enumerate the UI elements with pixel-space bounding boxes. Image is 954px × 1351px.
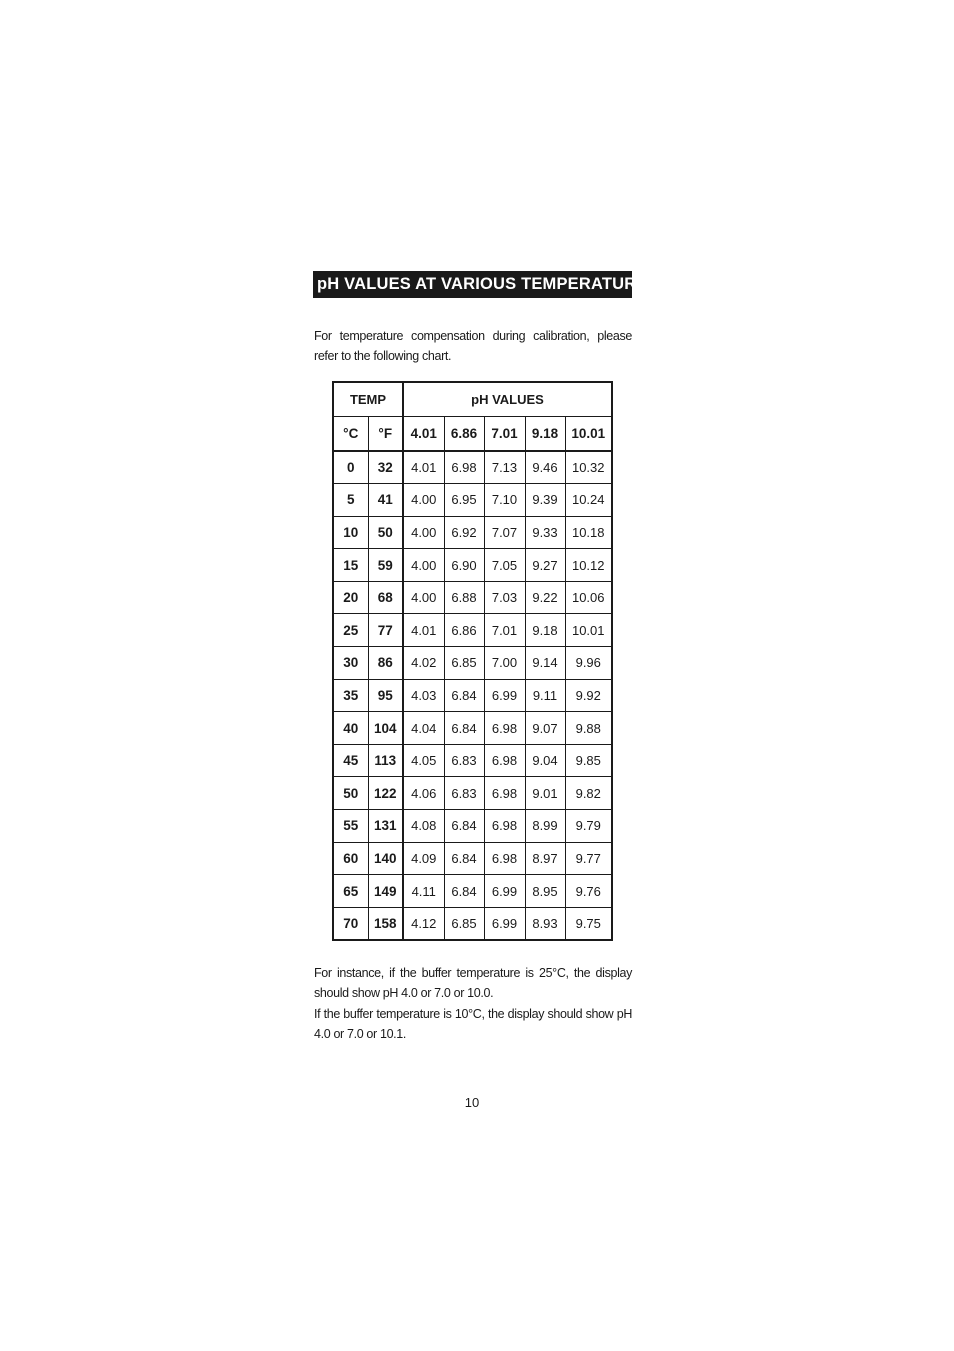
intro-paragraph: For temperature compensation during calibration, please refer to the following chart. <box>314 329 632 363</box>
ph-value-cell: 4.09 <box>403 842 444 875</box>
ph-value-cell: 9.77 <box>565 842 612 875</box>
ph-value-cell: 4.02 <box>403 647 444 680</box>
ph-value-cell: 10.24 <box>565 484 612 517</box>
temp-celsius-cell: 35 <box>333 679 368 712</box>
table-row <box>333 679 612 712</box>
ph-value-cell: 6.99 <box>484 907 525 940</box>
ph-value-cell: 4.03 <box>403 679 444 712</box>
temp-fahrenheit-cell: 158 <box>368 907 403 940</box>
ph-value-cell: 6.88 <box>444 581 484 614</box>
ph-value-cell: 4.00 <box>403 549 444 582</box>
ph-value-cell: 8.93 <box>525 907 565 940</box>
ph-value-cell: 7.10 <box>484 484 525 517</box>
temp-fahrenheit-cell: 113 <box>368 744 403 777</box>
ph-value-cell: 9.27 <box>525 549 565 582</box>
table-row <box>333 712 612 745</box>
temp-celsius-cell: 50 <box>333 777 368 810</box>
temp-celsius-cell: 25 <box>333 614 368 647</box>
ph-value-cell: 7.01 <box>484 614 525 647</box>
ph-values-header: pH VALUES <box>403 382 612 416</box>
ph-value-cell: 6.95 <box>444 484 484 517</box>
temp-header: TEMP <box>333 382 403 416</box>
ph-value-cell: 6.98 <box>484 810 525 843</box>
temp-fahrenheit-cell: 149 <box>368 875 403 908</box>
temp-fahrenheit-cell: 122 <box>368 777 403 810</box>
ph-value-cell: 6.98 <box>484 777 525 810</box>
ph-value-cell: 4.00 <box>403 581 444 614</box>
ph-value-cell: 10.01 <box>565 614 612 647</box>
ph-value-cell: 6.84 <box>444 712 484 745</box>
ph-value-cell: 6.85 <box>444 647 484 680</box>
ph-value-cell: 6.86 <box>444 614 484 647</box>
table-row <box>333 549 612 582</box>
temp-fahrenheit-cell: 68 <box>368 581 403 614</box>
temp-fahrenheit-cell: 140 <box>368 842 403 875</box>
ph-value-cell: 6.85 <box>444 907 484 940</box>
celsius-header: °C <box>333 416 368 451</box>
table-subheader-row <box>333 416 612 451</box>
ph-value-cell: 7.00 <box>484 647 525 680</box>
ph-column-header: 10.01 <box>565 416 612 451</box>
ph-value-cell: 9.46 <box>525 451 565 484</box>
ph-value-cell: 6.90 <box>444 549 484 582</box>
ph-value-cell: 9.79 <box>565 810 612 843</box>
fahrenheit-header: °F <box>368 416 403 451</box>
ph-value-cell: 7.03 <box>484 581 525 614</box>
ph-value-cell: 4.08 <box>403 810 444 843</box>
ph-temperature-table <box>332 381 613 941</box>
ph-value-cell: 4.05 <box>403 744 444 777</box>
ph-value-cell: 9.07 <box>525 712 565 745</box>
ph-value-cell: 8.99 <box>525 810 565 843</box>
ph-value-cell: 4.11 <box>403 875 444 908</box>
temp-fahrenheit-cell: 86 <box>368 647 403 680</box>
ph-value-cell: 8.97 <box>525 842 565 875</box>
example-note-10c: If the buffer temperature is 10°C, the display should show pH 4.0 or 7.0 or 10.1. <box>314 1007 632 1041</box>
ph-value-cell: 9.88 <box>565 712 612 745</box>
temp-fahrenheit-cell: 41 <box>368 484 403 517</box>
ph-value-cell: 6.83 <box>444 777 484 810</box>
temp-celsius-cell: 5 <box>333 484 368 517</box>
ph-value-cell: 6.98 <box>444 451 484 484</box>
ph-value-cell: 9.11 <box>525 679 565 712</box>
table-header-row <box>333 382 612 416</box>
ph-value-cell: 9.92 <box>565 679 612 712</box>
ph-value-cell: 4.00 <box>403 516 444 549</box>
temp-fahrenheit-cell: 59 <box>368 549 403 582</box>
temp-celsius-cell: 60 <box>333 842 368 875</box>
ph-value-cell: 8.95 <box>525 875 565 908</box>
section-title-bar <box>313 271 659 298</box>
ph-value-cell: 6.84 <box>444 810 484 843</box>
ph-value-cell: 9.04 <box>525 744 565 777</box>
ph-value-cell: 6.83 <box>444 744 484 777</box>
ph-value-cell: 7.07 <box>484 516 525 549</box>
temp-fahrenheit-cell: 95 <box>368 679 403 712</box>
temp-celsius-cell: 55 <box>333 810 368 843</box>
temp-celsius-cell: 65 <box>333 875 368 908</box>
example-note-25c: For instance, if the buffer temperature is 25°C, the display should show pH 4.0 or 7.0 or 10.0. <box>314 966 632 1000</box>
ph-value-cell: 6.84 <box>444 842 484 875</box>
table-row <box>333 581 612 614</box>
ph-value-cell: 6.84 <box>444 875 484 908</box>
table-row <box>333 907 612 940</box>
ph-value-cell: 6.92 <box>444 516 484 549</box>
ph-value-cell: 7.05 <box>484 549 525 582</box>
ph-value-cell: 10.06 <box>565 581 612 614</box>
ph-value-cell: 6.99 <box>484 679 525 712</box>
temp-celsius-cell: 40 <box>333 712 368 745</box>
ph-value-cell: 7.13 <box>484 451 525 484</box>
ph-column-header: 4.01 <box>403 416 444 451</box>
ph-value-cell: 10.32 <box>565 451 612 484</box>
table-row <box>333 614 612 647</box>
table-row <box>333 842 612 875</box>
temp-fahrenheit-cell: 131 <box>368 810 403 843</box>
table-row <box>333 647 612 680</box>
ph-value-cell: 9.85 <box>565 744 612 777</box>
ph-value-cell: 4.12 <box>403 907 444 940</box>
temp-celsius-cell: 10 <box>333 516 368 549</box>
table-row <box>333 484 612 517</box>
ph-value-cell: 10.18 <box>565 516 612 549</box>
table-row <box>333 875 612 908</box>
ph-value-cell: 4.00 <box>403 484 444 517</box>
table-row <box>333 451 612 484</box>
ph-value-cell: 9.75 <box>565 907 612 940</box>
ph-value-cell: 6.99 <box>484 875 525 908</box>
ph-column-header: 6.86 <box>444 416 484 451</box>
ph-value-cell: 9.14 <box>525 647 565 680</box>
table-row <box>333 810 612 843</box>
ph-value-cell: 4.04 <box>403 712 444 745</box>
temp-fahrenheit-cell: 32 <box>368 451 403 484</box>
temp-fahrenheit-cell: 50 <box>368 516 403 549</box>
ph-value-cell: 4.01 <box>403 614 444 647</box>
temp-celsius-cell: 70 <box>333 907 368 940</box>
page-number: 10 <box>464 1095 480 1110</box>
section-title: pH VALUES AT VARIOUS TEMPERATURES <box>317 274 659 293</box>
ph-column-header: 9.18 <box>525 416 565 451</box>
ph-value-cell: 9.22 <box>525 581 565 614</box>
temp-celsius-cell: 45 <box>333 744 368 777</box>
ph-value-cell: 6.98 <box>484 842 525 875</box>
table-row <box>333 516 612 549</box>
ph-value-cell: 9.76 <box>565 875 612 908</box>
ph-value-cell: 10.12 <box>565 549 612 582</box>
ph-value-cell: 4.06 <box>403 777 444 810</box>
ph-value-cell: 9.82 <box>565 777 612 810</box>
temp-celsius-cell: 30 <box>333 647 368 680</box>
ph-value-cell: 9.39 <box>525 484 565 517</box>
temp-fahrenheit-cell: 77 <box>368 614 403 647</box>
ph-value-cell: 9.96 <box>565 647 612 680</box>
ph-value-cell: 6.98 <box>484 712 525 745</box>
ph-value-cell: 9.01 <box>525 777 565 810</box>
temp-fahrenheit-cell: 104 <box>368 712 403 745</box>
temp-celsius-cell: 20 <box>333 581 368 614</box>
temp-celsius-cell: 0 <box>333 451 368 484</box>
temp-celsius-cell: 15 <box>333 549 368 582</box>
ph-value-cell: 6.84 <box>444 679 484 712</box>
ph-value-cell: 9.33 <box>525 516 565 549</box>
ph-value-cell: 6.98 <box>484 744 525 777</box>
table-row <box>333 744 612 777</box>
ph-value-cell: 4.01 <box>403 451 444 484</box>
ph-value-cell: 9.18 <box>525 614 565 647</box>
table-row <box>333 777 612 810</box>
ph-column-header: 7.01 <box>484 416 525 451</box>
